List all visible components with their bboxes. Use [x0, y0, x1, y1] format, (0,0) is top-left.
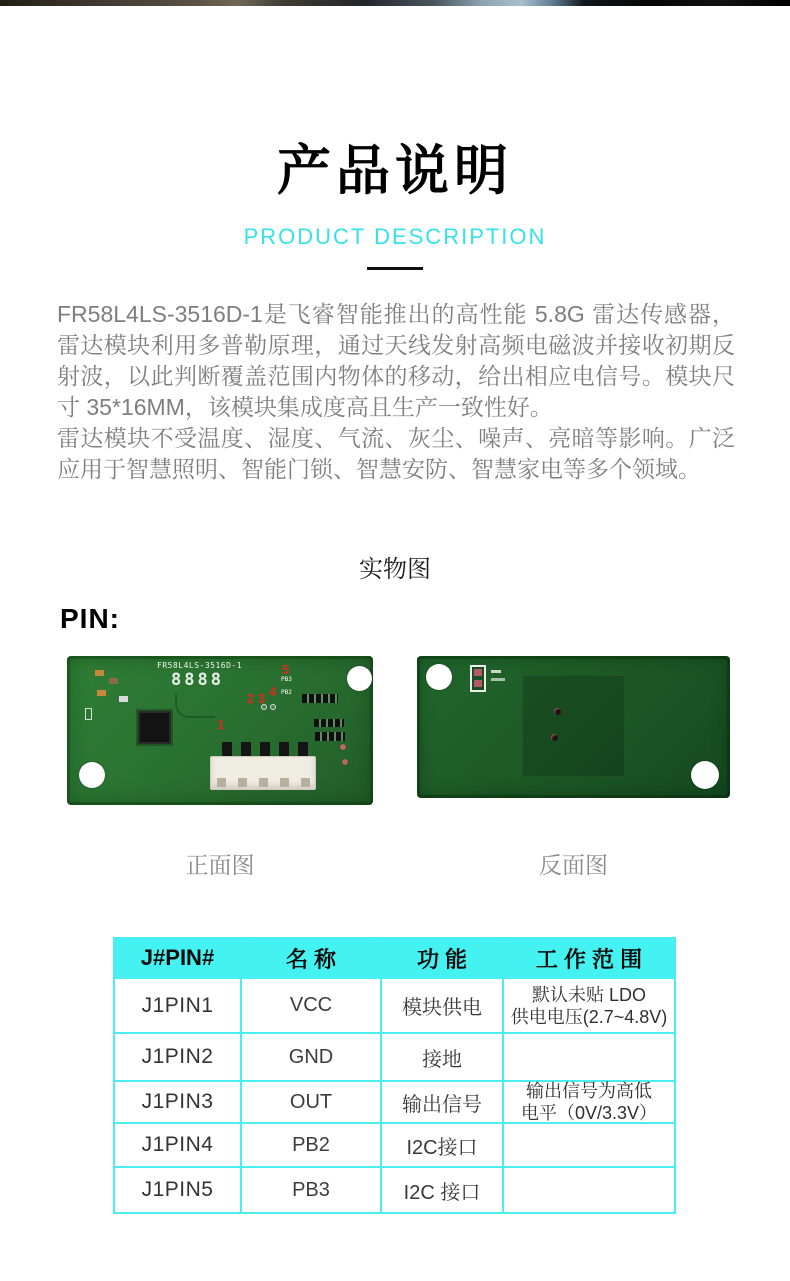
mounting-hole	[347, 666, 372, 691]
cell-pin: J1PIN4	[115, 1124, 242, 1166]
ic-chip	[138, 711, 171, 744]
range-line: 输出信号为高低	[526, 1081, 652, 1101]
pin-marker-2: 2	[247, 691, 255, 706]
column-header-jpin: J#PIN#	[115, 939, 242, 977]
mounting-hole	[691, 761, 719, 789]
table-row	[115, 1124, 674, 1168]
connector-slot	[217, 778, 226, 787]
cell-function: 接地	[382, 1034, 504, 1080]
title-underline	[367, 267, 423, 270]
description-paragraph-1: FR58L4LS-3516D-1是飞睿智能推出的高性能 5.8G 雷达传感器，雷达模块利用多普勒原理，通过天线发射高频电磁波并接收初期反射波，以此判断覆盖范围内物体的移动，给出相应电信号。模块尺寸 35*16MM，该模块集成度高且生产一致性好。	[57, 301, 735, 420]
connector-slot	[259, 778, 268, 787]
range-line: 默认未贴 LDO	[531, 984, 646, 1005]
column-header-function: 功 能	[382, 939, 504, 977]
pin-marker-1: 1	[217, 717, 225, 732]
caption-front-view: 正面图	[185, 852, 255, 878]
copper-pad	[342, 759, 348, 765]
description-paragraph-2: 雷达模块不受温度、湿度、气流、灰尘、噪声、亮暗等影响。广泛应用于智慧照明、智能门锁、智慧安防、智慧家电等多个领域。	[57, 425, 735, 482]
pin-marker-5: 5	[282, 662, 290, 677]
table-row	[115, 1168, 674, 1212]
pin-header-component	[302, 694, 338, 703]
cell-pin: J1PIN2	[115, 1034, 242, 1080]
component-cell	[474, 669, 482, 676]
antenna-patch	[522, 675, 625, 777]
pcb-silkscreen-text: FR58L4LS-3516D-1	[157, 661, 243, 670]
connector-slot	[301, 778, 310, 787]
cell-function: I2C 接口	[382, 1168, 504, 1212]
cell-name: PB3	[242, 1168, 382, 1212]
pin-definition-table	[113, 937, 676, 1214]
pin-marker-4: 4	[269, 684, 277, 699]
pcb-trace	[175, 694, 215, 718]
mounting-hole	[79, 762, 105, 788]
copper-pad	[340, 744, 346, 750]
product-description	[57, 299, 735, 485]
connector-slot	[238, 778, 247, 787]
cell-range	[504, 1124, 674, 1166]
pin-header-component	[315, 732, 345, 741]
cell-range	[504, 1082, 674, 1122]
cell-range	[504, 1034, 674, 1080]
test-point	[270, 704, 276, 710]
cell-function: I2C接口	[382, 1124, 504, 1166]
column-header-name: 名 称	[242, 939, 382, 977]
top-photo-strip	[0, 0, 790, 6]
pin-section-label: PIN:	[60, 603, 120, 634]
section-title-physical-photo: 实物图	[359, 556, 431, 583]
smd-component	[109, 678, 118, 684]
connector-slot	[280, 778, 289, 787]
cell-pin: J1PIN1	[115, 979, 242, 1032]
pad-label-pb2: PB2	[281, 689, 292, 696]
cell-name: OUT	[242, 1082, 382, 1122]
cell-name: PB2	[242, 1124, 382, 1166]
cell-pin: J1PIN3	[115, 1082, 242, 1122]
component-cell	[474, 680, 482, 687]
cell-name: GND	[242, 1034, 382, 1080]
pin-marker-3: 3	[258, 691, 266, 706]
seven-segment-silkscreen: 8888	[171, 670, 224, 690]
range-line: 电平（0V/3.3V）	[520, 1103, 658, 1123]
cell-range	[504, 1168, 674, 1212]
cell-name: VCC	[242, 979, 382, 1032]
cell-range	[504, 979, 674, 1032]
via-dot	[551, 734, 558, 741]
mounting-hole	[426, 664, 452, 690]
test-point	[261, 704, 267, 710]
page-subtitle: PRODUCT DESCRIPTION	[243, 224, 547, 249]
cell-function: 输出信号	[382, 1082, 504, 1122]
smd-component	[95, 670, 104, 676]
caption-back-view: 反面图	[539, 852, 608, 878]
pin-header-component	[314, 719, 344, 727]
cell-pin: J1PIN5	[115, 1168, 242, 1212]
column-header-range: 工 作 范 围	[535, 946, 643, 972]
range-line: 供电电压(2.7~4.8V)	[510, 1006, 668, 1027]
table-row	[115, 1034, 674, 1082]
cell-function: 模块供电	[382, 979, 504, 1032]
silkscreen-mark	[491, 670, 501, 673]
table-row	[115, 979, 674, 1034]
smd-component	[470, 665, 486, 692]
pad-label-pb3: PB3	[281, 676, 292, 683]
silkscreen-mark	[491, 678, 505, 681]
table-header-row	[115, 939, 674, 979]
via-dot	[554, 708, 561, 715]
pcb-front-image	[67, 656, 373, 805]
smd-component	[85, 708, 92, 720]
smd-component	[119, 696, 128, 702]
pcb-back-image	[417, 656, 730, 798]
smd-component	[97, 690, 106, 696]
table-row	[115, 1082, 674, 1124]
page-title: 产品说明	[277, 141, 513, 201]
